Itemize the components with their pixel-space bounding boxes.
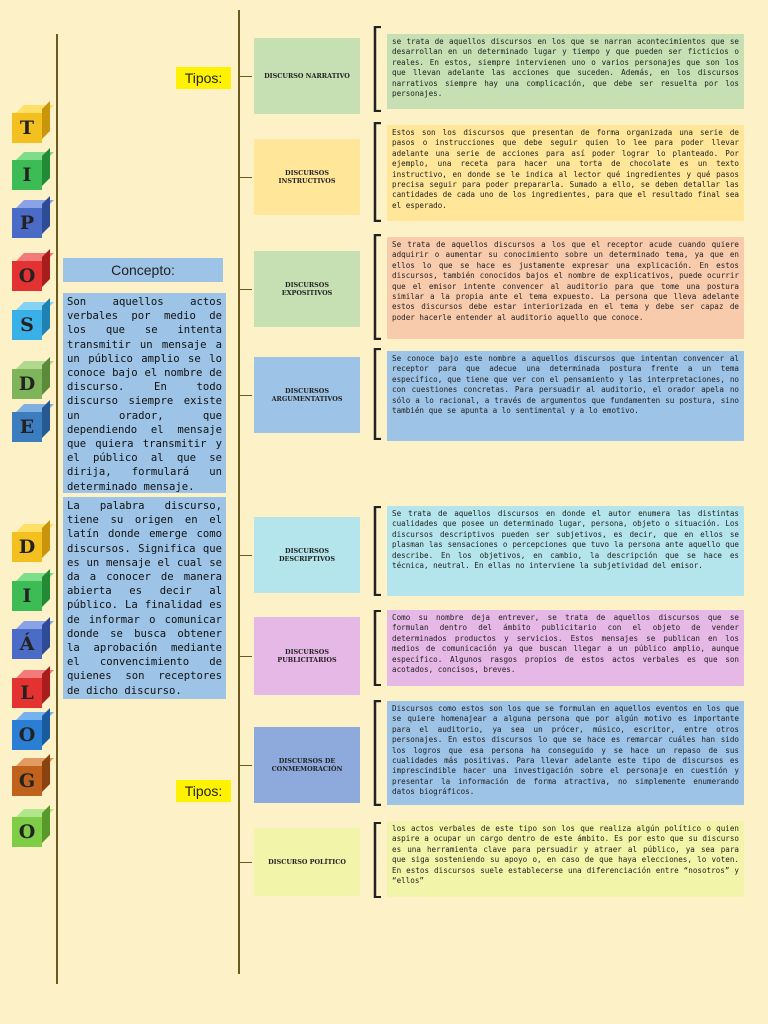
type-box	[254, 139, 360, 215]
type-name: DISCURSOS INSTRUCTIVOS	[278, 169, 336, 185]
type-description: los actos verbales de este tipo son los que realiza algún político o quien aspire a ocupar un cargo dentro de este ámbito. Es por esto que su discurso es una herramienta clave para persuadir y atraer al público, ya sea para que siga sosteniendo su apoyo o, en caso de que haya elecciones, lo voten. En estos discursos suele establecerse una diferenciación entre “nosotros” y “ellos”	[387, 821, 744, 897]
bracket	[372, 348, 382, 440]
cube-letter: P	[12, 208, 42, 238]
concepto-title	[63, 258, 223, 282]
cube-side-face	[42, 101, 50, 139]
cube-letter: L	[12, 678, 42, 708]
middle-connector-line	[238, 10, 240, 974]
letter-cube	[12, 404, 50, 442]
type-description: Discursos como estos son los que se formulan en aquellos eventos en los que se quiere homenajear a alguna persona que por algún motivo es importante para el auditorio, ya sea un prócer, músico, escritor, entre otros personajes. En estos discursos lo que se hace es remarcar cuáles han sido los logros que esa persona ha conseguido y se hace un repaso de sus cualidades más positivas. Para llevar adelante este tipo de discursos es imprescindible hacer una investigación sobre el personaje en cuestión y presentar la información de forma atractiva, no simplemente enumerando datos biográficos.	[387, 701, 744, 805]
cube-letter: S	[12, 310, 42, 340]
type-connector	[240, 289, 252, 290]
cube-side-face	[42, 754, 50, 792]
type-description: Se trata de aquellos discursos en donde el autor enumera las distintas cualidades que posee un determinado lugar, persona, objeto o situación. Los discursos descriptivos pueden ser subjetivos, es decir, que en ellos se plasman las sensaciones o percepciones que tuvo la persona ante aquello que describe. En los objetivos, en cambio, la descripción que se hace es técnica, neutral. En ellas no interviene la subjetividad del emisor.	[387, 506, 744, 596]
type-box	[254, 617, 360, 695]
type-name: DISCURSOS PUBLICITARIOS	[277, 648, 337, 664]
cube-side-face	[42, 520, 50, 558]
cube-side-face	[42, 148, 50, 186]
letter-cube	[12, 253, 50, 291]
type-connector	[240, 765, 252, 766]
cube-letter: D	[12, 369, 42, 399]
cube-letter: Á	[12, 629, 42, 659]
cube-side-face	[42, 357, 50, 395]
cube-side-face	[42, 249, 50, 287]
cube-side-face	[42, 196, 50, 234]
tipos-label-top	[176, 67, 231, 89]
cube-side-face	[42, 708, 50, 746]
cube-letter: I	[12, 160, 42, 190]
type-description: se trata de aquellos discursos en los que se narran acontecimientos que se desarrollan en un determinado lugar y tiempo y que pueden ser ficticios o reales. En estos, siempre intervienen uno o varios personajes que son los que llevan adelante las acciones que suceden. Además, en los discursos narrativos siempre hay una complicación, que debe ser resuelta por los personajes.	[387, 34, 744, 109]
letter-cube	[12, 758, 50, 796]
bracket	[372, 822, 382, 898]
type-connector	[240, 555, 252, 556]
concepto-text: Son aquellos actos verbales por medio de los que se intenta transmitir un mensaje a un público amplio se lo conoce bajo el nombre de discurso. En todo discurso siempre existe un orador, que dependiendo el mensaje que quiera transmitir y el público al que se dirija, formulará un determinado mensaje.	[63, 293, 226, 493]
cube-side-face	[42, 400, 50, 438]
cube-side-face	[42, 666, 50, 704]
type-name: DISCURSOS DESCRIPTIVOS	[279, 547, 335, 563]
cube-side-face	[42, 617, 50, 655]
letter-cube	[12, 670, 50, 708]
cube-side-face	[42, 298, 50, 336]
bracket	[372, 234, 382, 340]
letter-cube	[12, 105, 50, 143]
bracket	[372, 122, 382, 222]
type-connector	[240, 76, 252, 77]
bracket	[372, 506, 382, 596]
cube-side-face	[42, 805, 50, 843]
type-name: DISCURSOS ARGUMENTATIVOS	[271, 387, 343, 403]
type-description: Estos son los discursos que presentan de forma organizada una serie de pasos o instrucciones que debe seguir quien lo lee para poder llevar adelante una serie de acciones para así poder lograr lo planteado. Por ejemplo, una receta para hacer una torta de chocolate es un texto instructivo, en donde se le indica al lector qué ingredientes y qué pasos precisa seguir para poder prepararla. Sumado a ello, se deben detallar las cantidades de cada uno de los ingredientes, para que el resultado final sea el esperado.	[387, 125, 744, 221]
bracket	[372, 700, 382, 806]
type-connector	[240, 395, 252, 396]
type-name: DISCURSOS EXPOSITIVOS	[281, 281, 333, 297]
cube-letter: E	[12, 412, 42, 442]
letter-cube	[12, 712, 50, 750]
cube-letter: O	[12, 261, 42, 291]
type-box	[254, 727, 360, 803]
type-box	[254, 517, 360, 593]
cube-letter: D	[12, 532, 42, 562]
type-connector	[240, 177, 252, 178]
letter-cube	[12, 573, 50, 611]
cube-letter: G	[12, 766, 42, 796]
letter-cube	[12, 152, 50, 190]
type-box	[254, 828, 360, 896]
type-connector	[240, 656, 252, 657]
type-box	[254, 38, 360, 114]
letter-cube	[12, 809, 50, 847]
type-name: DISCURSOS DE CONMEMORACIÓN	[271, 757, 343, 773]
tipos-label-top-text: Tipos:	[184, 70, 223, 86]
type-name: DISCURSO POLÍTICO	[268, 858, 346, 866]
cube-letter: O	[12, 817, 42, 847]
letter-cube	[12, 200, 50, 238]
type-connector	[240, 862, 252, 863]
cube-side-face	[42, 569, 50, 607]
letter-cube	[12, 361, 50, 399]
origen-text: La palabra discurso, tiene su origen en el latín donde emerge como discursos. Significa que es un mensaje el cual se da a conocer de manera abierta es decir al público. La finalidad es de informar o comunicar donde se busca obtener la aprobación mediante el convencimiento de quienes son receptores de dicho discurso.	[63, 497, 226, 699]
left-connector-line	[56, 34, 58, 984]
type-box	[254, 251, 360, 327]
tipos-label-bottom	[176, 780, 231, 802]
concepto-title-text: Concepto:	[111, 262, 175, 278]
cube-letter: I	[12, 581, 42, 611]
type-name: DISCURSO NARRATIVO	[264, 72, 350, 80]
letter-cube	[12, 302, 50, 340]
tipos-label-bottom-text: Tipos:	[184, 783, 223, 799]
bracket	[372, 26, 382, 112]
type-description: Como su nombre deja entrever, se trata de aquellos discursos que se formulan dentro del ámbito publicitario con el objeto de vender determinados productos y servicios. Estos mensajes se publican en los medios de comunicación ya que buscan llegar a un público amplio, aunque específico. Algunos rasgos propios de estos actos verbales es que son acotados, concisos, breves.	[387, 610, 744, 686]
bracket	[372, 610, 382, 686]
cube-letter: T	[12, 113, 42, 143]
letter-cube	[12, 524, 50, 562]
type-box	[254, 357, 360, 433]
letter-cube	[12, 621, 50, 659]
cube-letter: O	[12, 720, 42, 750]
type-description: Se trata de aquellos discursos a los que el receptor acude cuando quiere adquirir o aumentar su conocimiento sobre un determinado tema, ya que en ellos lo que se hace es justamente expresar una explicación. En estos discursos, también conocidos bajos el nombre de explicativos, puede ocurrir que el emisor intente convencer al auditorio para que tome una postura similar a la propia ante el tema expuesto. La persona que lleva adelante estos discursos debe estar interiorizada en el tema y debe ser capaz de poder hacerle entender al auditorio aquello que conoce.	[387, 237, 744, 339]
type-description: Se conoce bajo este nombre a aquellos discursos que intentan convencer al receptor para que adecue una determinada postura frente a un tema específico, que tiene que ver con el pensamiento y las interpretaciones, no con cuestiones concretas. Para persuadir al auditorio, el orador apela no sólo a lo racional, a través de argumentos que fundamenten su postura, sino también que se apunta a lo sentimental y a lo emotivo.	[387, 351, 744, 441]
